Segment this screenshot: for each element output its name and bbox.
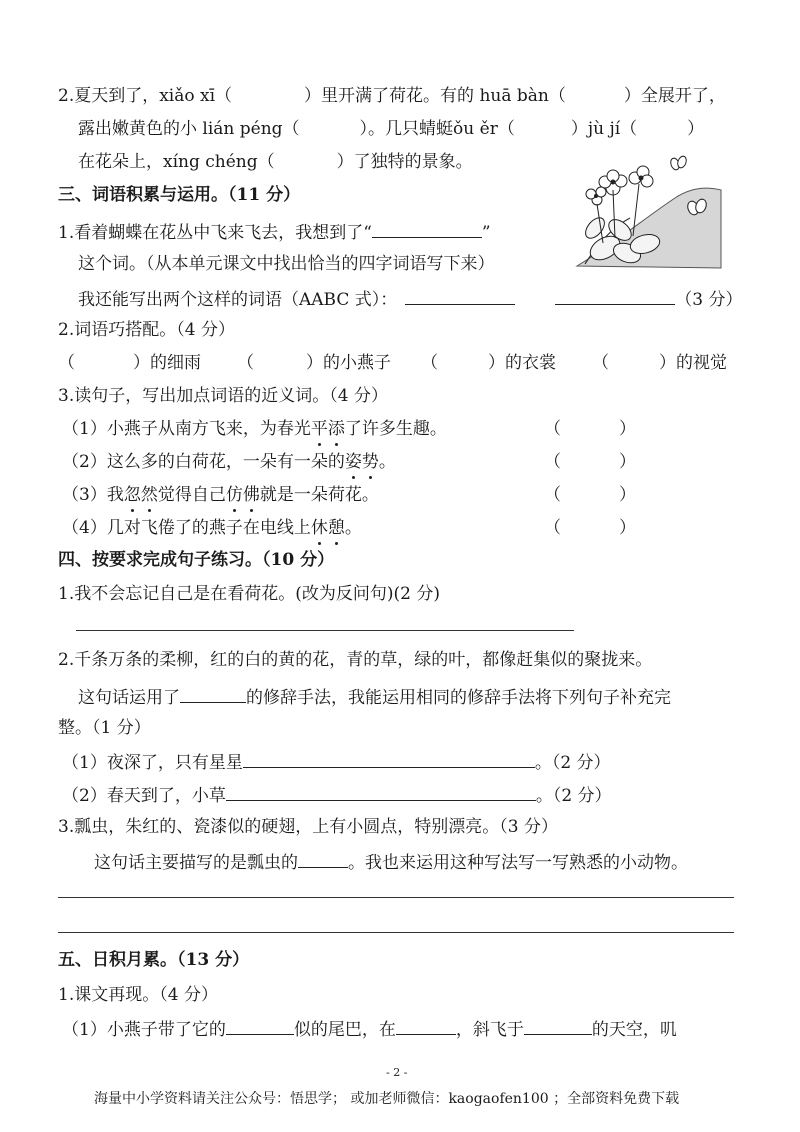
sentence-text: 了许多生趣。: [344, 419, 447, 439]
dotted-char: 平: [310, 419, 328, 439]
answer-blank[interactable]: [226, 782, 536, 801]
answer-blank[interactable]: [243, 749, 535, 768]
s5-q1: 1.课文再现。（4 分）: [58, 985, 218, 1005]
sentence-text: 。: [378, 452, 396, 472]
answer-blank[interactable]: [555, 286, 675, 305]
sentence-text: 。: [344, 518, 362, 538]
dotted-char: 休: [310, 518, 328, 538]
sentence-text: 就是一朵荷花。: [259, 485, 379, 505]
q2-text: ）了独特的景象。: [336, 152, 473, 172]
paren-open: （: [421, 353, 438, 373]
s4-q2-2: [62, 782, 612, 808]
q2-text: ）全展开了，: [623, 86, 726, 106]
s3-q3-sentence-1: [62, 417, 447, 441]
s5-q1-text: ，斜飞于: [455, 1020, 524, 1040]
pair-1: ）的细雨: [133, 353, 201, 373]
paren-close: ）: [619, 485, 636, 505]
answer-line[interactable]: [58, 897, 734, 898]
sentence-text: （1）小燕子从南方飞来，为春光: [62, 419, 311, 439]
sentence-text: （3）我: [62, 485, 124, 505]
answer-line[interactable]: [58, 932, 734, 933]
sentence-text: 觉得自己: [157, 485, 226, 505]
s5-q1-text: 似的尾巴，在: [293, 1020, 396, 1040]
s4-q2-line: [78, 684, 671, 710]
q2-text: ）jù jí（: [570, 119, 638, 139]
section-5-heading: 五、日积月累。（13 分）: [58, 950, 250, 970]
q2-line-2: [78, 117, 704, 141]
s3-q1-text: ”: [481, 223, 491, 243]
paren-open: （: [592, 353, 609, 373]
s4-q2-text: 的修辞手法，我能运用相同的修辞手法将下列句子补充完: [246, 688, 671, 708]
paren-open: （: [544, 419, 561, 439]
paren-close: ）: [619, 452, 636, 472]
paren-open: （: [237, 353, 254, 373]
pair-3: ）的衣裳: [488, 353, 556, 373]
score-label: 。（2 分）: [534, 753, 611, 773]
answer-blank[interactable]: [180, 684, 246, 703]
paren-open: （: [544, 485, 561, 505]
paren-close: ）: [619, 419, 636, 439]
answer-paren-4[interactable]: [544, 516, 636, 540]
q2-line-3: [78, 150, 473, 174]
score-label: 。（2 分）: [535, 786, 612, 806]
answer-blank[interactable]: [226, 1016, 294, 1035]
dotted-char: 然: [140, 485, 158, 505]
butterfly-flowers-illustration: [575, 148, 723, 270]
footer-note: 海量中小学资料请关注公众号：悟思学； 或加老师微信：kaogaofen100 ；全部资料免费下载: [94, 1091, 680, 1107]
s4-q2-1-text: （1）夜深了，只有星星: [62, 753, 243, 773]
s4-q3: 3.瓢虫，朱红的、瓷漆似的硬翅，上有小圆点，特别漂亮。（3 分）: [58, 817, 558, 837]
dotted-char: 姿: [344, 452, 362, 472]
paren-open: （: [544, 452, 561, 472]
answer-blank[interactable]: [524, 1016, 592, 1035]
s4-q3-line: [94, 849, 688, 875]
s3-q3-sentence-3: [62, 483, 379, 507]
q2-text: 2.夏天到了，xiǎo xī（: [58, 86, 233, 106]
s3-q2: 2.词语巧搭配。（4 分）: [58, 320, 235, 340]
s4-q2-1: [62, 749, 611, 775]
q2-text: ）。几只蜻蜓ǒu ěr（: [359, 119, 515, 139]
pair-4: ）的视觉: [659, 353, 727, 373]
section-3-heading: 三、词语积累与运用。（11 分）: [58, 185, 301, 205]
q2-text: 露出嫩黄色的小 lián péng（: [78, 119, 300, 139]
q2-text: ）里开满了荷花。有的 huā bàn（: [304, 86, 566, 106]
s5-q1-text: 的天空，叽: [591, 1020, 677, 1040]
dotted-char: 佛: [242, 485, 260, 505]
s4-q2-c: 整。（1 分）: [58, 718, 151, 738]
dotted-char: 憩: [327, 518, 345, 538]
s4-q2-2-text: （2）春天到了，小草: [62, 786, 226, 806]
s5-q1-1: [62, 1016, 677, 1042]
answer-paren-2[interactable]: [544, 450, 636, 474]
q2-text: 在花朵上，xíng chéng（: [78, 152, 275, 172]
score-label: （3 分）: [675, 290, 743, 310]
dotted-char: 忽: [123, 485, 141, 505]
paren-open: （: [544, 518, 561, 538]
answer-paren-3[interactable]: [544, 483, 636, 507]
s3-q2-pairs: [58, 351, 727, 375]
pair-2: ）的小燕子: [306, 353, 391, 373]
s3-q1-note: 这个词。（从本单元课文中找出恰当的四字词语写下来）: [78, 254, 495, 274]
s3-q3-sentence-4: [62, 516, 362, 540]
sentence-text: （2）这么多的白荷花，一朵有一朵的: [62, 452, 345, 472]
s3-q1-more-text: 我还能写出两个这样的词语（AABC 式）：: [78, 290, 398, 310]
dotted-char: 势: [361, 452, 379, 472]
dotted-char: 添: [327, 419, 345, 439]
s4-q3-text: 这句话主要描写的是瓢虫的: [94, 853, 298, 873]
s3-q3-sentence-2: [62, 450, 396, 474]
answer-blank[interactable]: [396, 1016, 456, 1035]
q2-text: ）: [687, 119, 705, 139]
q2-line-1: [58, 84, 726, 108]
paren-close: ）: [619, 518, 636, 538]
s4-q2-text: 这句话运用了: [78, 688, 180, 708]
s4-q3-text: 。我也来运用这种写法写一写熟悉的小动物。: [348, 853, 688, 873]
answer-paren-1[interactable]: [544, 417, 636, 441]
s3-q1: [58, 219, 491, 245]
page-number: - 2 -: [386, 1066, 408, 1079]
s3-q1-text: 1.看着蝴蝶在花丛中飞来飞去，我想到了“: [58, 223, 372, 243]
s5-q1-text: （1）小燕子带了它的: [62, 1020, 226, 1040]
answer-blank[interactable]: [298, 849, 348, 868]
dotted-char: 仿: [225, 485, 243, 505]
answer-blank[interactable]: [372, 219, 482, 238]
section-4-heading: 四、按要求完成句子练习。（10 分）: [58, 550, 335, 570]
s4-q2: 2.千条万条的柔柳，红的白的黄的花，青的草，绿的叶，都像赶集似的聚拢来。: [58, 650, 653, 670]
answer-blank[interactable]: [405, 286, 515, 305]
sentence-text: （4）几对飞倦了的燕子在电线上: [62, 518, 311, 538]
s3-q3: 3.读句子，写出加点词语的近义词。（4 分）: [58, 386, 388, 406]
answer-line[interactable]: [76, 630, 574, 631]
s4-q1: 1.我不会忘记自己是在看荷花。(改为反问句)(2 分): [58, 584, 440, 604]
paren-open: （: [58, 353, 75, 373]
s3-q1-more: [78, 286, 743, 312]
